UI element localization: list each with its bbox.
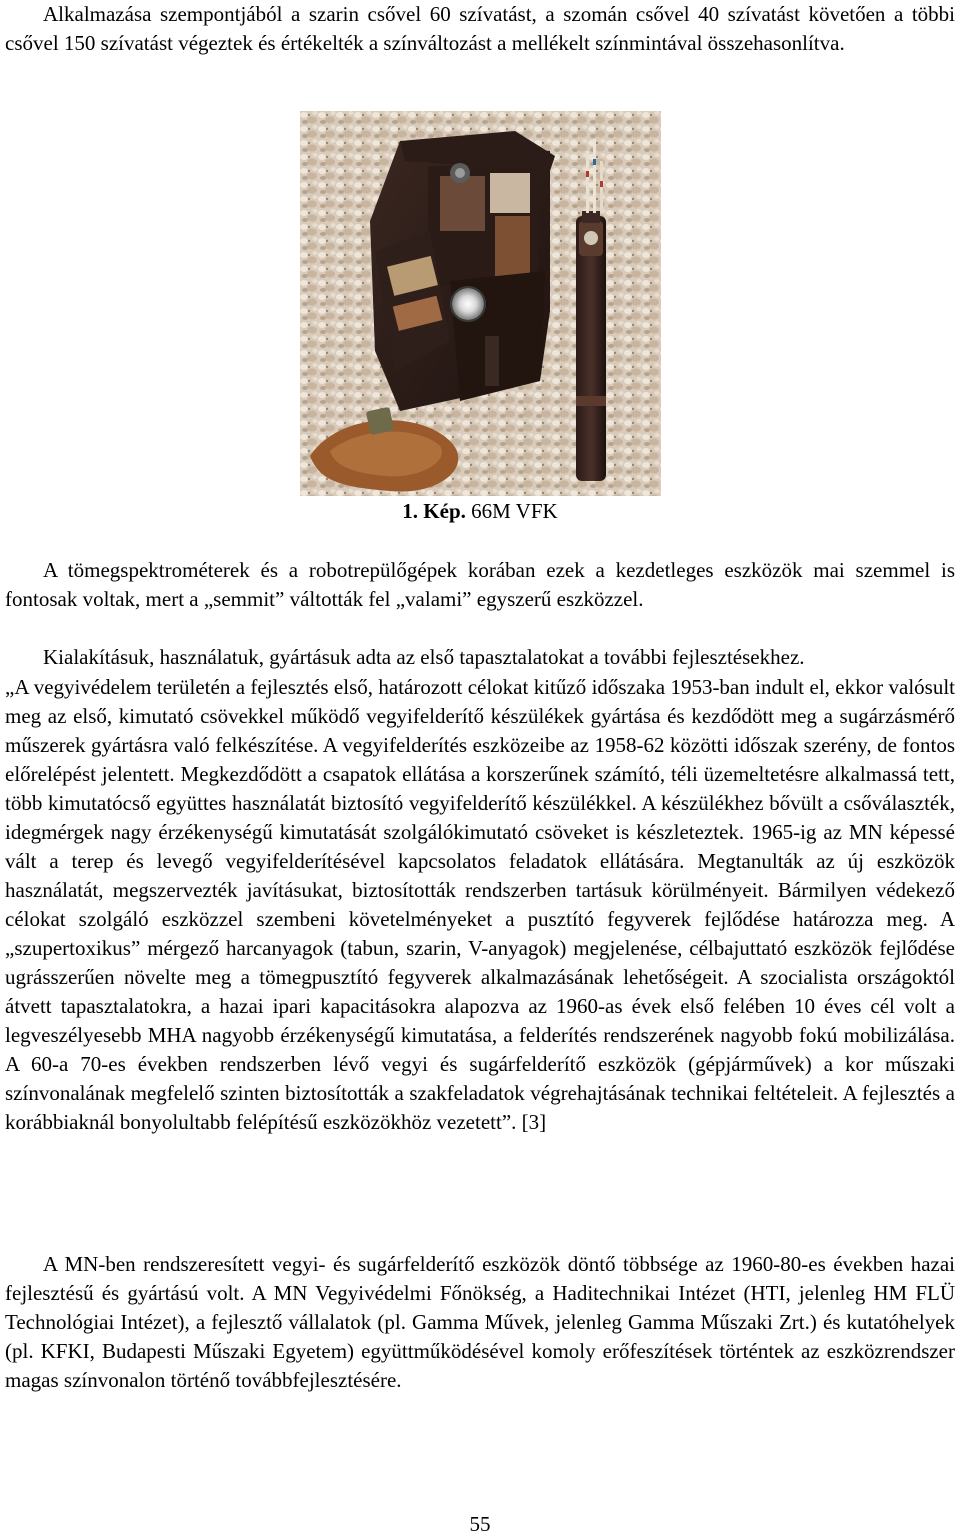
figure-caption-label: 1. Kép. <box>402 499 466 523</box>
paragraph-3: Kialakításuk, használatuk, gyártásuk adta az első tapasztalatokat a további fejlesztésekhez. <box>43 645 805 669</box>
page-number: 55 <box>469 1512 491 1536</box>
intro-paragraph: Alkalmazása szempontjából a szarin csővel 60 szívatást, a szomán csővel 40 szívatást követően a többi csővel 150 szívatást végeztek és értékelték a színváltozást a mellékelt színmintával összehasonlítva. <box>5 2 955 55</box>
paragraph-5: A MN-ben rendszeresített vegyi- és sugárfelderítő eszközök döntő többsége az 1960-80-es években hazai fejlesztésű és gyártású volt. A MN Vegyivédelmi Főnökség, a Haditechnikai Intézet (HTI, jelenleg HM FLÜ Technológiai Intézet), a fejlesztő vállalatok (pl. Gamma Művek, jelenleg Gamma Műszaki Zrt.) és kutatóhelyek (pl. KFKI, Budapesti Műszaki Egyetem) együttműködésével komoly erőfeszítések történtek az eszközrendszer magas színvonalon történő továbbfejlesztésére. <box>5 1252 955 1392</box>
figure-caption-text: 66M VFK <box>465 499 558 523</box>
figure-caption <box>0 497 960 526</box>
paragraph-4-quote: „A vegyivédelem területén a fejlesztés első, határozott célokat kitűző időszaka 1953-ban indult el, ekkor valósult meg az első, kimutató csövekkel működő vegyifelderítő készülékek gyártása és kezdődött meg a sugárzásmérő műszerek gyártásra való felkészítése. A vegyifelderítés eszközeibe az 1958-62 közötti időszak szerény, de fontos előrelépést jelentett. Megkezdődött a csapatok ellátása a korszerűnek számító, téli üzemeltetésre alkalmassá tett, több kimutatócső együttes használatát biztosító vegyifelderítő készülékkel. A készülékhez bővült a csőválaszték, idegmérgek nagy érzékenységű kimutatását szolgálókimutató csöveket is készleteztek. 1965-ig az MN képessé vált a terep és levegő vegyifelderítésével kapcsolatos feladatok ellátására. Megtanulták az új eszközök használatát, megszervezték javításukat, biztosították rendszerben tartásuk körülményeit. Bármilyen védekező célokat szolgáló eszközzel szembeni követelményeket a pusztító fegyverek fejlődése határozza meg. A „szupertoxikus” mérgező harcanyagok (tabun, szarin, V-anyagok) megjelenése, célbajuttató eszközök fejlődése ugrásszerűen növelte meg a tömegpusztító fegyverek alkalmazásának lehetőségeit. A szocialista országoktól átvett tapasztalatokra, a hazai ipari kapacitásokra alapozva az 1960-as évek első felében 10 éves cél volt a legveszélyesebb MHA nagyobb érzékenységű kimutatása, a felderítés rendszerének nagyobb fokú mobilizálása. A 60-a 70-es években rendszerben lévő vegyi és sugárfelderítő eszközök (gépjárművek) a kor műszaki színvonalának megfelelő szinten biztosították a szakfeladatok végrehajtásának technikai feltételeit. A fejlesztés a korábbiaknál bonyolultabb felépítésű eszközökhöz vezetett”. [3] <box>5 675 955 1134</box>
equipment-photo <box>300 111 661 496</box>
equipment-photo-image <box>300 111 661 496</box>
paragraph-2: A tömegspektrométerek és a robotrepülőgépek korában ezek a kezdetleges eszközök mai szemmel is fontosak voltak, mert a „semmit” váltották fel „valami” egyszerű eszközzel. <box>5 558 955 611</box>
